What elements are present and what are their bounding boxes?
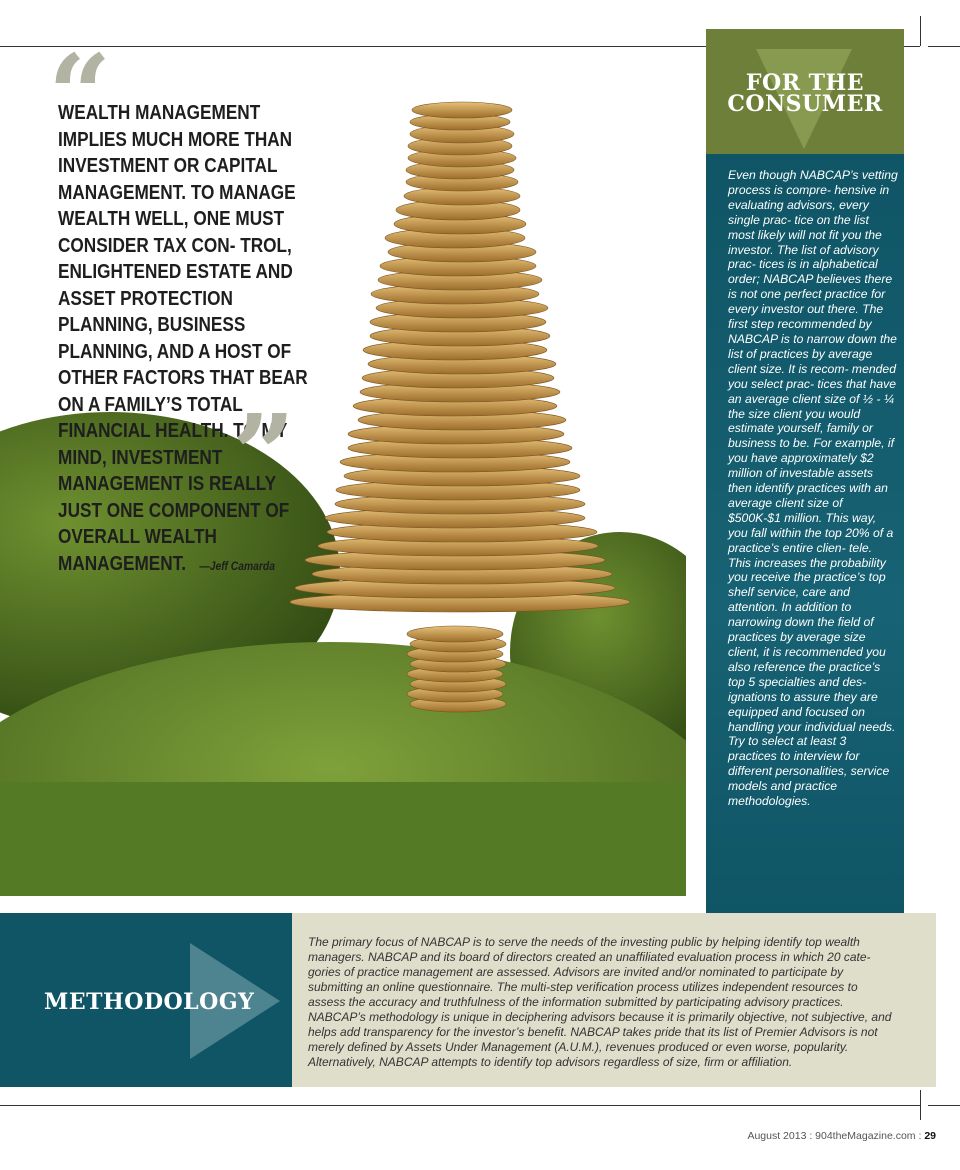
- methodology-header: [0, 913, 292, 1087]
- sidebar-text: Even though NABCAP’s vetting process is compre- hensive in evaluating advisors, every single prac- tice on the list most likely will not fit you the investor. The list of advisory prac- tices is in alphabetical order; NABCAP believes there is not one perfect practice for every investor out there. The first step recommended by NABCAP is to narrow down the list of practices by average client size. It is recom- mended you select prac- tices that have an average client size of ½ - ¼ the size client you would estimate yourself, family or business to be. For example, if you have approximately $2 million of investable assets then identify practices with an average client size of $500K-$1 million. This way, you fall within the top 20% of a practice’s entire clien- tele. This increases the probability you receive the practice’s top shelf service, care and attention. In addition to narrowing down the field of practices by average size client, it is recommended you also reference the practice’s top 5 specialties and des- ignations to assure they are equipped and focused on handling your individual needs. Try to select at least 3 practices to interview for different personalities, service models and practice methodologies.: [728, 168, 898, 809]
- pull-quote-author: —Jeff Camarda: [199, 558, 275, 573]
- close-quote-mark: ”: [232, 390, 288, 519]
- open-quote-mark: “: [48, 30, 104, 159]
- methodology-text: The primary focus of NABCAP is to serve the needs of the investing public by helping identify top wealth managers. NABCAP and its board of directors created an unaffiliated evaluation process in which 20 cate- gories of practice management are assessed. Advisors are invited and/or nominated to participate by submitting an online questionnaire. The multi-step verification process utilizes independent resources to assess the accuracy and truthfulness of the information submitted by participating advisory practices. NABCAP’s methodology is unique in deciphering advisors because it is primarily objective, not subjective, and helps add transparency for the investor’s benefit. NABCAP takes pride that its list of Premier Advisors is not merely defined by Assets Under Management (A.U.M.), revenues produced or even worse, popularity. Alternatively, NABCAP attempts to identify top advisors regardless of size, firm or affiliation.: [308, 935, 892, 1069]
- methodology-title: METHODOLOGY: [44, 989, 255, 1015]
- sidebar-header: [706, 29, 904, 154]
- crop-mark: [928, 1105, 960, 1106]
- page-number: 29: [924, 1130, 936, 1142]
- bottom-rule: [0, 1105, 920, 1106]
- pull-quote-text: WEALTH MANAGEMENT IMPLIES MUCH MORE THAN INVESTMENT OR CAPITAL MANAGEMENT. TO MANAGE WEALTH WELL, ONE MUST CONSIDER TAX CON- TROL, ENLIGHTENED ESTATE AND ASSET PROTECTION PLANNING, BUSINESS PLANNING, AND A HOST OF OTHER FACTORS THAT BEAR ON A FAMILY’S TOTAL FINANCIAL HEALTH. TO MY MIND, INVESTMENT MANAGEMENT IS REALLY JUST ONE COMPONENT OF OVERALL WEALTH MANAGEMENT.: [58, 102, 308, 575]
- sidebar-body: [706, 154, 904, 913]
- page-footer: [640, 1130, 936, 1142]
- crop-mark: [920, 1090, 921, 1120]
- footer-text: August 2013 : 904theMagazine.com :: [747, 1130, 925, 1142]
- crop-mark: [928, 46, 960, 47]
- sidebar-title-line2: CONSUMER: [727, 91, 883, 117]
- sidebar-title: [706, 70, 904, 117]
- methodology-body: [292, 913, 936, 1087]
- crop-mark: [920, 16, 921, 46]
- sidebar-title-line1: FOR THE: [745, 70, 865, 96]
